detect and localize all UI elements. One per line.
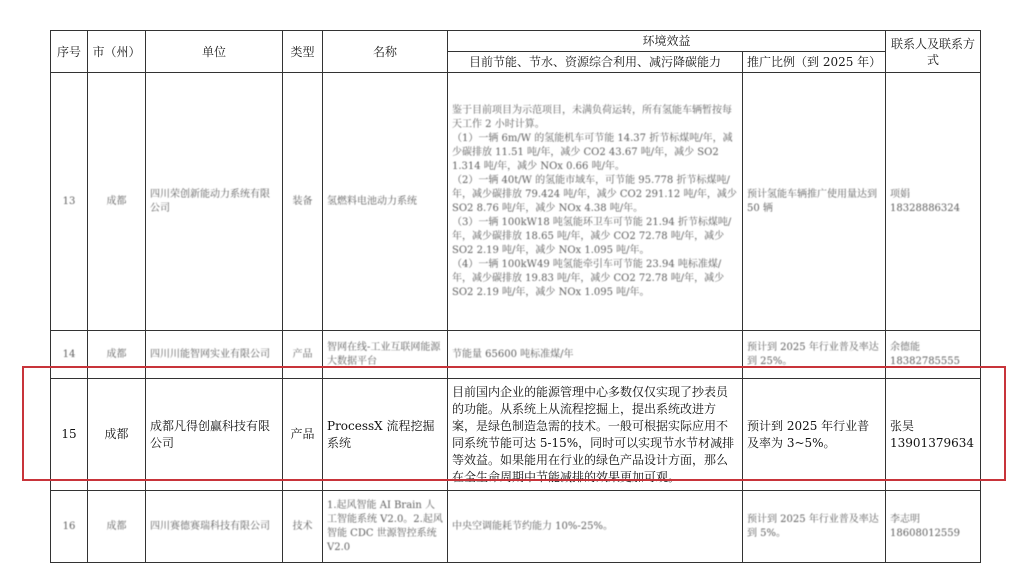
table-row-15 [51,379,981,491]
cell-type: 装备 [283,73,323,331]
table-row-13 [51,73,981,331]
cell-city: 成都 [88,379,146,491]
header-seq: 序号 [51,31,88,73]
cell-seq: 14 [51,331,88,379]
cell-city: 成都 [88,491,146,563]
benefit-line: （2）一辆 40t/W 的氢能市域车，可节能 95.778 折节标煤吨/年，减少碳排放 79.424 吨/年，减少 CO2 291.12 吨/年，减少 SO2 8.76 吨/年，减少 NOx 4.38 吨/年。 [452,174,737,214]
cell-benefit [448,73,743,331]
table-row-16 [51,491,981,563]
benefit-line: （1）一辆 6m/W 的氢能机车可节能 14.37 折节标煤吨/年，减少碳排放 11.51 吨/年，减少 CO2 43.67 吨/年，减少 SO2 1.314 吨/年，减少 NOx 0.66 吨/年。 [452,132,733,172]
benefit-line: 目前国内企业的能源管理中心多数仅仅实现了抄表员的功能。从系统上从流程挖掘上，提出系统改进方案，是绿色制造急需的技术。一般可根据实际应用不同系统节能可达 5-15%，同时可以实现节水节材减排等效益。如果能用在行业的绿色产品设计方面，那么在全生命周期中节能减排的效果更加可观。 [452,384,735,484]
header-env-ratio: 推广比例（到 2025 年） [743,52,886,73]
cell-ratio: 预计到 2025 年行业普及率为 3~5%。 [743,379,886,491]
cell-ratio: 预计氢能车辆推广使用量达到 50 辆 [743,73,886,331]
benefit-line: 节能量 65600 吨标准煤/年 [452,348,574,360]
contact-name: 张昊 [890,418,915,433]
cell-contact [886,379,981,491]
header-contact: 联系人及联系方式 [886,31,981,73]
contact-phone: 18382785555 [890,355,961,367]
cell-name: ProcessX 流程挖掘系统 [323,379,448,491]
project-table [50,30,981,563]
cell-ratio: 预计到 2025 年行业普及率达到 5%。 [743,491,886,563]
header-unit: 单位 [146,31,283,73]
benefit-line: （4）一辆 100kW49 吨氢能牵引车可节能 23.94 吨标准煤/年，减少碳排放 19.83 吨/年，减少 CO2 72.78 吨/年，减少 SO2 2.19 吨/年，减少 NOx 1.095 吨/年。 [452,258,725,298]
contact-phone: 13901379634 [890,435,974,450]
benefit-line: 鉴于目前项目为示范项目，未满负荷运转，所有氢能车辆暂按每天工作 2 小时计算。 [452,104,732,130]
cell-unit: 四川荣创新能动力系统有限公司 [146,73,283,331]
header-row-1 [51,31,981,52]
cell-unit: 四川赛德赛瑞科技有限公司 [146,491,283,563]
benefit-line: 中央空调能耗节约能力 10%-25%。 [452,520,614,532]
contact-phone: 18608012559 [890,527,961,539]
cell-unit: 成都凡得创赢科技有限公司 [146,379,283,491]
cell-seq: 15 [51,379,88,491]
cell-seq: 16 [51,491,88,563]
cell-contact [886,491,981,563]
contact-name: 余德能 [890,341,921,353]
cell-unit: 四川川能智网实业有限公司 [146,331,283,379]
cell-ratio: 预计到 2025 年行业普及率达到 25%。 [743,331,886,379]
cell-type: 产品 [283,331,323,379]
benefit-line: （3）一辆 100kW18 吨氢能环卫车可节能 21.94 折节标煤吨/年，减少碳排放 18.65 吨/年，减少 CO2 72.78 吨/年，减少 SO2 2.19 吨/年，减少 NOx 1.095 吨/年。 [452,216,732,256]
header-city: 市（州） [88,31,146,73]
cell-benefit [448,379,743,491]
contact-name: 项娟 [890,188,911,200]
cell-name: 1.起风智能 AI Brain 人工智能系统 V2.0。2.起风智能 CDC 世源智控系统 V2.0 [323,491,448,563]
contact-name: 李志明 [890,513,921,525]
cell-seq: 13 [51,73,88,331]
cell-benefit [448,331,743,379]
cell-city: 成都 [88,73,146,331]
table-row-14 [51,331,981,379]
cell-city: 成都 [88,331,146,379]
cell-contact [886,73,981,331]
contact-phone: 18328886324 [890,202,961,214]
header-env-current: 目前节能、节水、资源综合利用、减污降碳能力 [448,52,743,73]
cell-type: 技术 [283,491,323,563]
cell-contact [886,331,981,379]
cell-benefit [448,491,743,563]
cell-name: 智网在线-工业互联网能源大数据平台 [323,331,448,379]
cell-name: 氢燃料电池动力系统 [323,73,448,331]
header-type: 类型 [283,31,323,73]
header-name: 名称 [323,31,448,73]
header-env: 环境效益 [448,31,886,52]
cell-type: 产品 [283,379,323,491]
